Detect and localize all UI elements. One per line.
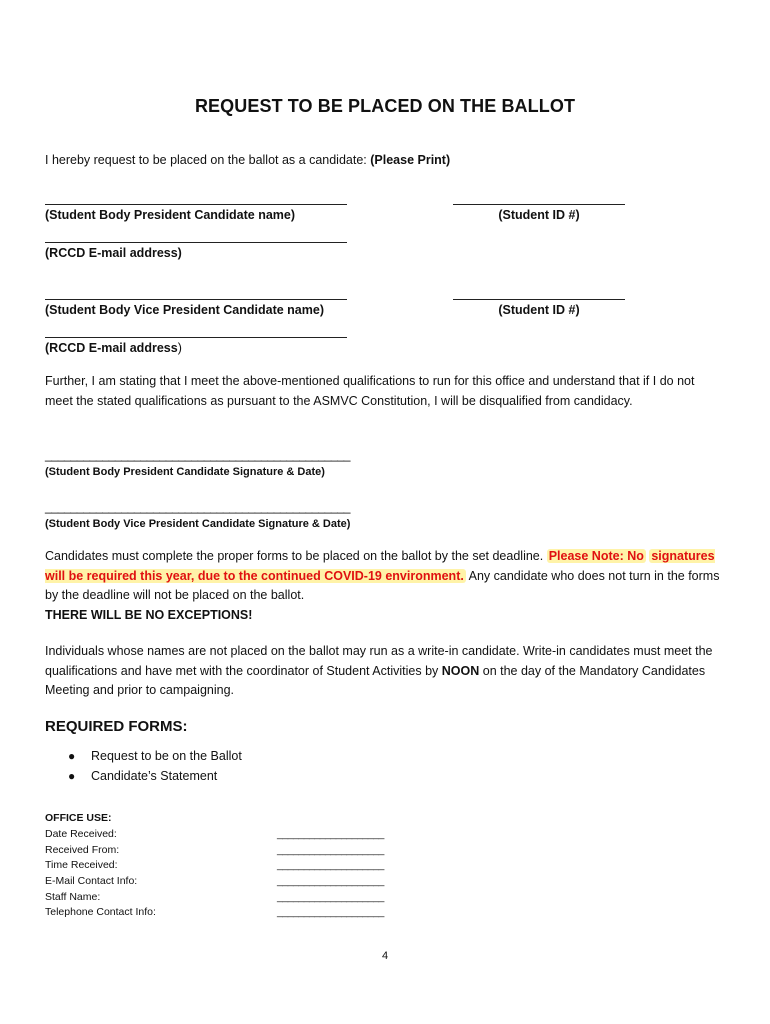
write-in-paragraph bbox=[45, 642, 725, 701]
required-forms-heading: REQUIRED FORMS: bbox=[45, 718, 188, 735]
deadline-text-2: Any candidate who does not turn in the forms by the deadline will not be placed on the ballot. bbox=[45, 568, 720, 602]
president-signature-label: (Student Body President Candidate Signature & Date) bbox=[45, 466, 325, 478]
office-use-heading: OFFICE USE: bbox=[45, 812, 112, 824]
vp-name-line[interactable] bbox=[45, 299, 347, 300]
office-row-label: Received From: bbox=[45, 843, 120, 856]
vp-name-label: (Student Body Vice President Candidate name) bbox=[45, 303, 324, 317]
required-form-label: Request to be on the Ballot bbox=[91, 749, 242, 763]
covid-note-2: signatures will be required this year, due to the continued COVID-19 environment. bbox=[45, 549, 715, 583]
required-forms-list bbox=[68, 746, 242, 786]
office-row-blank[interactable]: ____________________ bbox=[277, 828, 384, 840]
vp-email-label-text: (RCCD E-mail address bbox=[45, 341, 178, 355]
vp-signature-line[interactable]: ________________________________________________ bbox=[45, 500, 350, 514]
deadline-paragraph bbox=[45, 547, 725, 625]
office-row-blank[interactable]: ____________________ bbox=[277, 890, 384, 903]
office-row-blank[interactable]: ____________________ bbox=[277, 875, 384, 888]
no-exceptions-notice: THERE WILL BE NO EXCEPTIONS! bbox=[45, 607, 253, 622]
covid-note-1: Please Note: No bbox=[548, 549, 644, 563]
president-name-label: (Student Body President Candidate name) bbox=[45, 208, 296, 222]
intro-text: I hereby request to be placed on the ballot as a candidate: bbox=[45, 153, 371, 167]
office-use-section bbox=[45, 810, 405, 921]
office-row-label: E-Mail Contact Info: bbox=[45, 875, 138, 888]
write-in-text-1: Individuals whose names are not placed on the ballot may run as a write-in candidate. Write-in candidates must meet the qualifications and have met with the coordinator of Student Activities by bbox=[45, 644, 713, 678]
bullet-icon: ● bbox=[68, 749, 76, 763]
list-item bbox=[68, 746, 242, 766]
office-row-blank[interactable]: ____________________ bbox=[277, 906, 384, 919]
president-email-label: (RCCD E-mail address) bbox=[45, 246, 182, 260]
office-row-blank[interactable]: ____________________ bbox=[277, 843, 384, 856]
list-item bbox=[68, 766, 242, 786]
required-form-label: Candidate’s Statement bbox=[91, 769, 218, 783]
office-row-received-from bbox=[45, 843, 405, 859]
office-row-time-received bbox=[45, 858, 405, 874]
president-id-line[interactable] bbox=[453, 204, 625, 205]
deadline-text-1: Candidates must complete the proper forms to be placed on the ballot by the set deadline. bbox=[45, 549, 547, 563]
vp-id-label: (Student ID #) bbox=[498, 303, 580, 317]
intro-emphasis: (Please Print) bbox=[370, 153, 451, 167]
president-email-line[interactable] bbox=[45, 242, 347, 243]
office-row-telephone-contact bbox=[45, 905, 405, 921]
office-row-date-received bbox=[45, 827, 405, 843]
intro-line bbox=[45, 153, 450, 167]
office-row-staff-name bbox=[45, 890, 405, 906]
vp-signature-label: (Student Body Vice President Candidate Signature & Date) bbox=[45, 518, 351, 530]
office-row-blank[interactable]: ____________________ bbox=[277, 859, 384, 872]
vp-email-line[interactable] bbox=[45, 337, 347, 338]
office-row-label: Date Received: bbox=[45, 828, 117, 840]
vp-id-line[interactable] bbox=[453, 299, 625, 300]
noon-emphasis: NOON bbox=[441, 663, 480, 678]
qualification-statement: Further, I am stating that I meet the above-mentioned qualifications to run for this office and understand that if I do not meet the stated qualifications as pursuant to the ASMVC Constitution, I will be disqualified from candidacy. bbox=[45, 374, 695, 408]
page-title: REQUEST TO BE PLACED ON THE BALLOT bbox=[194, 96, 576, 116]
president-name-line[interactable] bbox=[45, 204, 347, 205]
president-signature-line[interactable]: ________________________________________________ bbox=[45, 448, 350, 462]
office-row-label: Staff Name: bbox=[45, 890, 101, 903]
office-row-label: Telephone Contact Info: bbox=[45, 906, 156, 919]
write-in-text-2: on the day of the Mandatory Candidates Meeting and prior to campaigning. bbox=[45, 663, 706, 697]
page-number: 4 bbox=[381, 950, 389, 962]
bullet-icon: ● bbox=[68, 769, 76, 783]
president-id-label: (Student ID #) bbox=[498, 208, 580, 222]
vp-email-label bbox=[45, 341, 182, 355]
office-row-email-contact bbox=[45, 874, 405, 890]
vp-email-label-paren: ) bbox=[177, 341, 182, 355]
office-row-label: Time Received: bbox=[45, 859, 118, 872]
